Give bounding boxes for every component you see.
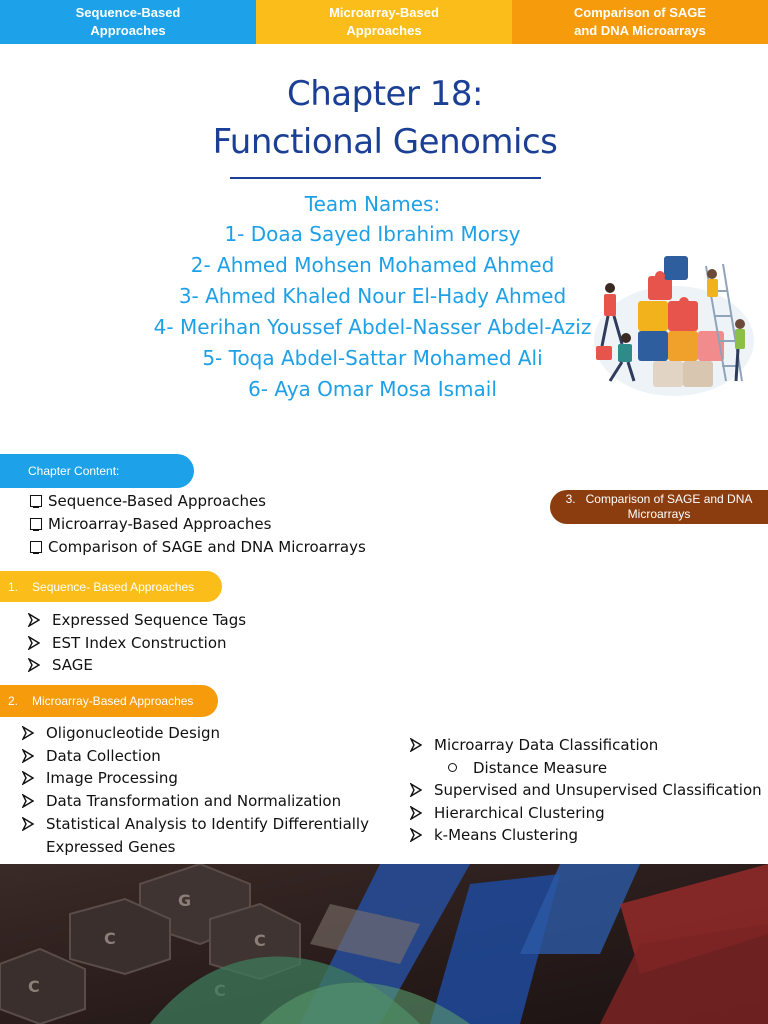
list-item-text: Distance Measure — [473, 758, 608, 777]
base-letter: G — [178, 891, 192, 910]
arrow-bullet-icon — [410, 738, 422, 752]
arrow-bullet-icon — [22, 771, 34, 785]
section-number: 3. — [565, 492, 576, 506]
base-letter: C — [254, 931, 266, 950]
section-3-line-2: Microarrays — [627, 507, 691, 521]
team-member: 6- Aya Omar Mosa Ismail — [248, 377, 497, 401]
list-item — [410, 734, 762, 757]
team-member: 4- Merihan Youssef Abdel-Nasser Abdel-Aziz — [153, 315, 592, 339]
team-member: 2- Ahmed Mohsen Mohamed Ahmed — [190, 253, 555, 277]
list-item-text: SAGE — [52, 656, 93, 674]
list-item — [22, 813, 376, 858]
arrow-bullet-icon — [22, 817, 34, 831]
arrow-bullet-icon — [410, 783, 422, 797]
title-divider — [230, 177, 541, 179]
list-item — [28, 632, 246, 655]
list-item — [410, 757, 762, 780]
top-navigation — [0, 0, 768, 44]
list-item — [30, 513, 366, 536]
chapter-content-label — [0, 454, 194, 488]
list-item — [28, 609, 246, 632]
arrow-bullet-icon — [28, 636, 40, 650]
page-title — [130, 70, 640, 166]
list-item — [22, 790, 376, 813]
list-item — [30, 490, 366, 513]
list-item — [410, 802, 762, 825]
section-3-label[interactable] — [550, 490, 768, 524]
list-item-text: Data Transformation and Normalization — [46, 792, 342, 811]
list-item — [410, 824, 762, 847]
tab-label-line: Comparison of SAGE — [573, 5, 707, 20]
title-line-2: Functional Genomics — [212, 122, 558, 162]
base-letter: C — [28, 977, 40, 996]
team-heading: Team Names: — [304, 192, 441, 216]
tab-label-line: Sequence-Based — [75, 5, 181, 20]
title-line-1: Chapter 18: — [287, 74, 483, 114]
list-item-text: Microarray-Based Approaches — [48, 515, 272, 533]
arrow-bullet-icon — [410, 806, 422, 820]
arrow-bullet-icon — [22, 794, 34, 808]
list-item — [22, 722, 376, 745]
list-item — [22, 767, 376, 790]
list-item-text: k-Means Clustering — [434, 826, 578, 844]
section-number: 2. — [8, 694, 19, 708]
chapter-content-list — [30, 490, 366, 559]
list-item-text: Oligonucleotide Design — [46, 724, 221, 742]
section-1-list — [28, 609, 246, 677]
arrow-bullet-icon — [28, 658, 40, 672]
list-item — [22, 745, 376, 768]
dna-banner-image — [0, 864, 768, 1024]
teamwork-puzzle-illustration — [588, 246, 760, 398]
list-item-text: Sequence-Based Approaches — [48, 492, 266, 510]
tab-label-line: Approaches — [90, 23, 166, 38]
base-letter: C — [104, 929, 116, 948]
tab-comparison[interactable] — [512, 0, 768, 44]
section-1-label[interactable] — [0, 571, 222, 602]
list-item — [410, 779, 762, 802]
tab-label-line: and DNA Microarrays — [574, 23, 706, 38]
team-member: 5- Toqa Abdel-Sattar Mohamed Ali — [202, 346, 543, 370]
list-item — [28, 654, 246, 677]
section-number: 1. — [8, 579, 19, 594]
list-item — [30, 536, 366, 559]
list-item-text: Microarray Data Classification — [434, 736, 659, 754]
list-item-text: Data Collection — [46, 746, 161, 765]
list-item-text: Statistical Analysis to Identify Differentially Expressed Genes — [46, 814, 369, 856]
team-member: 3- Ahmed Khaled Nour El-Hady Ahmed — [178, 284, 567, 308]
section-2-right-list — [410, 734, 762, 847]
tab-microarray-based[interactable] — [256, 0, 512, 44]
section-1-title: Sequence- Based Approaches — [32, 579, 195, 594]
tab-label-line: Approaches — [346, 23, 422, 38]
team-names — [120, 189, 625, 405]
section-2-label[interactable] — [0, 685, 218, 717]
team-member: 1- Doaa Sayed Ibrahim Morsy — [224, 222, 521, 246]
checkbox-icon — [30, 541, 42, 553]
list-item-text: Comparison of SAGE and DNA Microarrays — [48, 538, 366, 556]
chapter-content-text: Chapter Content: — [28, 464, 120, 478]
list-item-text: Image Processing — [46, 769, 178, 788]
list-item-text: Hierarchical Clustering — [434, 803, 605, 822]
section-2-title: Microarray-Based Approaches — [32, 694, 194, 708]
list-item-text: Supervised and Unsupervised Classification — [434, 781, 762, 799]
arrow-bullet-icon — [28, 613, 40, 627]
arrow-bullet-icon — [410, 828, 422, 842]
circle-bullet-icon — [448, 763, 457, 772]
tab-sequence-based[interactable] — [0, 0, 256, 44]
section-3-line-1: Comparison of SAGE and DNA — [585, 492, 753, 506]
tab-label-line: Microarray-Based — [329, 5, 439, 20]
list-item-text: Expressed Sequence Tags — [52, 611, 247, 629]
list-item-text: EST Index Construction — [52, 633, 227, 652]
arrow-bullet-icon — [22, 726, 34, 740]
arrow-bullet-icon — [22, 749, 34, 763]
section-2-list — [22, 722, 376, 858]
checkbox-icon — [30, 495, 42, 507]
checkbox-icon — [30, 518, 42, 530]
